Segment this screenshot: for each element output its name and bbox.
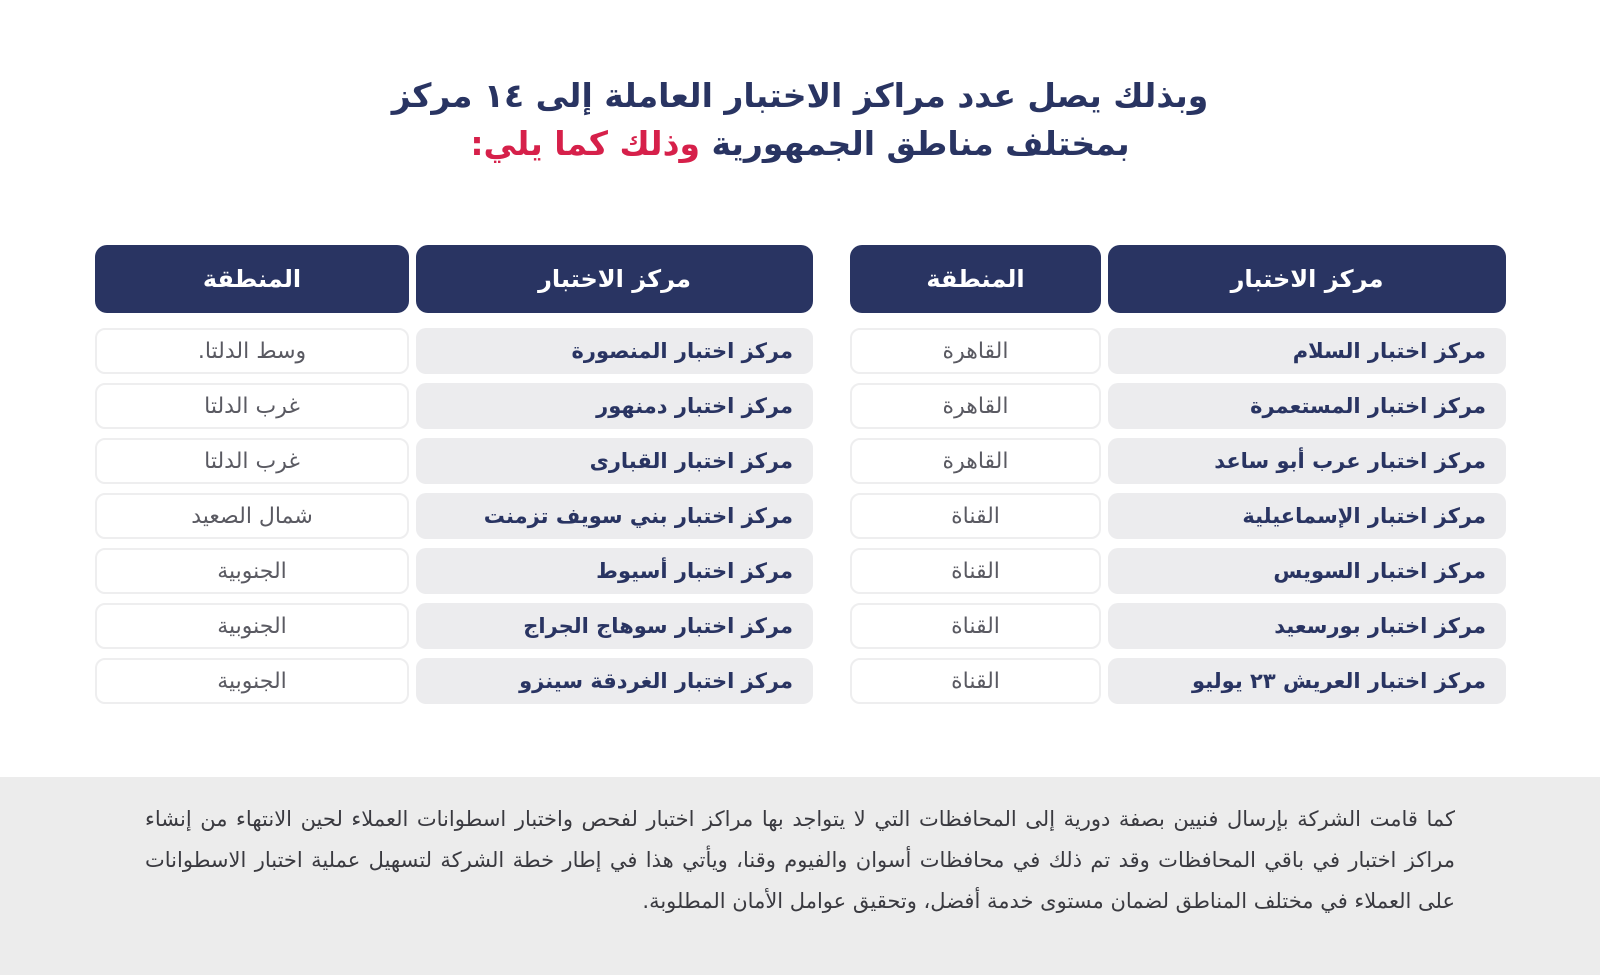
table-row xyxy=(850,493,1506,539)
table-header-row xyxy=(850,245,1506,313)
footer-note-band xyxy=(0,777,1600,975)
region-cell: القناة xyxy=(850,548,1101,594)
test-center-cell: مركز اختبار أسيوط xyxy=(416,548,813,594)
table-row xyxy=(850,383,1506,429)
header-test-center: مركز الاختبار xyxy=(1108,245,1506,313)
header-test-center: مركز الاختبار xyxy=(416,245,813,313)
table-row xyxy=(95,493,813,539)
region-cell: القناة xyxy=(850,658,1101,704)
test-center-cell: مركز اختبار سوهاج الجراج xyxy=(416,603,813,649)
table-row xyxy=(95,383,813,429)
test-centers-table-left xyxy=(95,245,813,713)
heading-line-2-accent: وذلك كما يلي: xyxy=(470,124,701,163)
test-center-cell: مركز اختبار المستعمرة xyxy=(1108,383,1506,429)
page-heading xyxy=(0,72,1600,168)
test-centers-table-right xyxy=(850,245,1506,713)
region-cell: الجنوبية xyxy=(95,603,409,649)
test-center-cell: مركز اختبار السويس xyxy=(1108,548,1506,594)
header-region: المنطقة xyxy=(95,245,409,313)
table-row xyxy=(95,328,813,374)
table-header-row xyxy=(95,245,813,313)
region-cell: وسط الدلتا. xyxy=(95,328,409,374)
region-cell: الجنوبية xyxy=(95,548,409,594)
heading-line-1: وبذلك يصل عدد مراكز الاختبار العاملة إلى ١٤ مركز xyxy=(391,76,1209,115)
test-center-cell: مركز اختبار القبارى xyxy=(416,438,813,484)
table-row xyxy=(850,658,1506,704)
test-center-cell: مركز اختبار العريش ٢٣ يوليو xyxy=(1108,658,1506,704)
region-cell: القناة xyxy=(850,493,1101,539)
table-row xyxy=(850,603,1506,649)
test-center-cell: مركز اختبار بورسعيد xyxy=(1108,603,1506,649)
table-row xyxy=(95,548,813,594)
test-center-cell: مركز اختبار الإسماعيلية xyxy=(1108,493,1506,539)
table-row xyxy=(850,548,1506,594)
table-row xyxy=(850,438,1506,484)
test-center-cell: مركز اختبار دمنهور xyxy=(416,383,813,429)
test-center-cell: مركز اختبار السلام xyxy=(1108,328,1506,374)
region-cell: غرب الدلتا xyxy=(95,383,409,429)
heading-line-2 xyxy=(0,120,1600,168)
footer-paragraph: كما قامت الشركة بإرسال فنيين بصفة دورية إلى المحافظات التي لا يتواجد بها مراكز اختبار لفحص واختبار اسطوانات العملاء لحين الانتهاء من إنشاء مراكز اختبار في باقي المحافظات وقد تم ذلك في محافظات أسوان والفيوم وقنا، ويأتي هذا في إطار خطة الشركة لتسهيل عملية اختبار الاسطوانات على العملاء في مختلف المناطق لضمان مستوى خدمة أفضل، وتحقيق عوامل الأمان المطلوبة. xyxy=(145,807,1455,913)
test-center-cell: مركز اختبار بني سويف تزمنت xyxy=(416,493,813,539)
region-cell: القناة xyxy=(850,603,1101,649)
test-center-cell: مركز اختبار الغردقة سينزو xyxy=(416,658,813,704)
table-row xyxy=(95,658,813,704)
heading-line-2-main: بمختلف مناطق الجمهورية xyxy=(711,124,1130,163)
table-row xyxy=(95,603,813,649)
region-cell: شمال الصعيد xyxy=(95,493,409,539)
region-cell: القاهرة xyxy=(850,438,1101,484)
region-cell: غرب الدلتا xyxy=(95,438,409,484)
table-row xyxy=(850,328,1506,374)
table-row xyxy=(95,438,813,484)
header-region: المنطقة xyxy=(850,245,1101,313)
test-center-cell: مركز اختبار المنصورة xyxy=(416,328,813,374)
region-cell: القاهرة xyxy=(850,328,1101,374)
region-cell: الجنوبية xyxy=(95,658,409,704)
test-center-cell: مركز اختبار عرب أبو ساعد xyxy=(1108,438,1506,484)
region-cell: القاهرة xyxy=(850,383,1101,429)
